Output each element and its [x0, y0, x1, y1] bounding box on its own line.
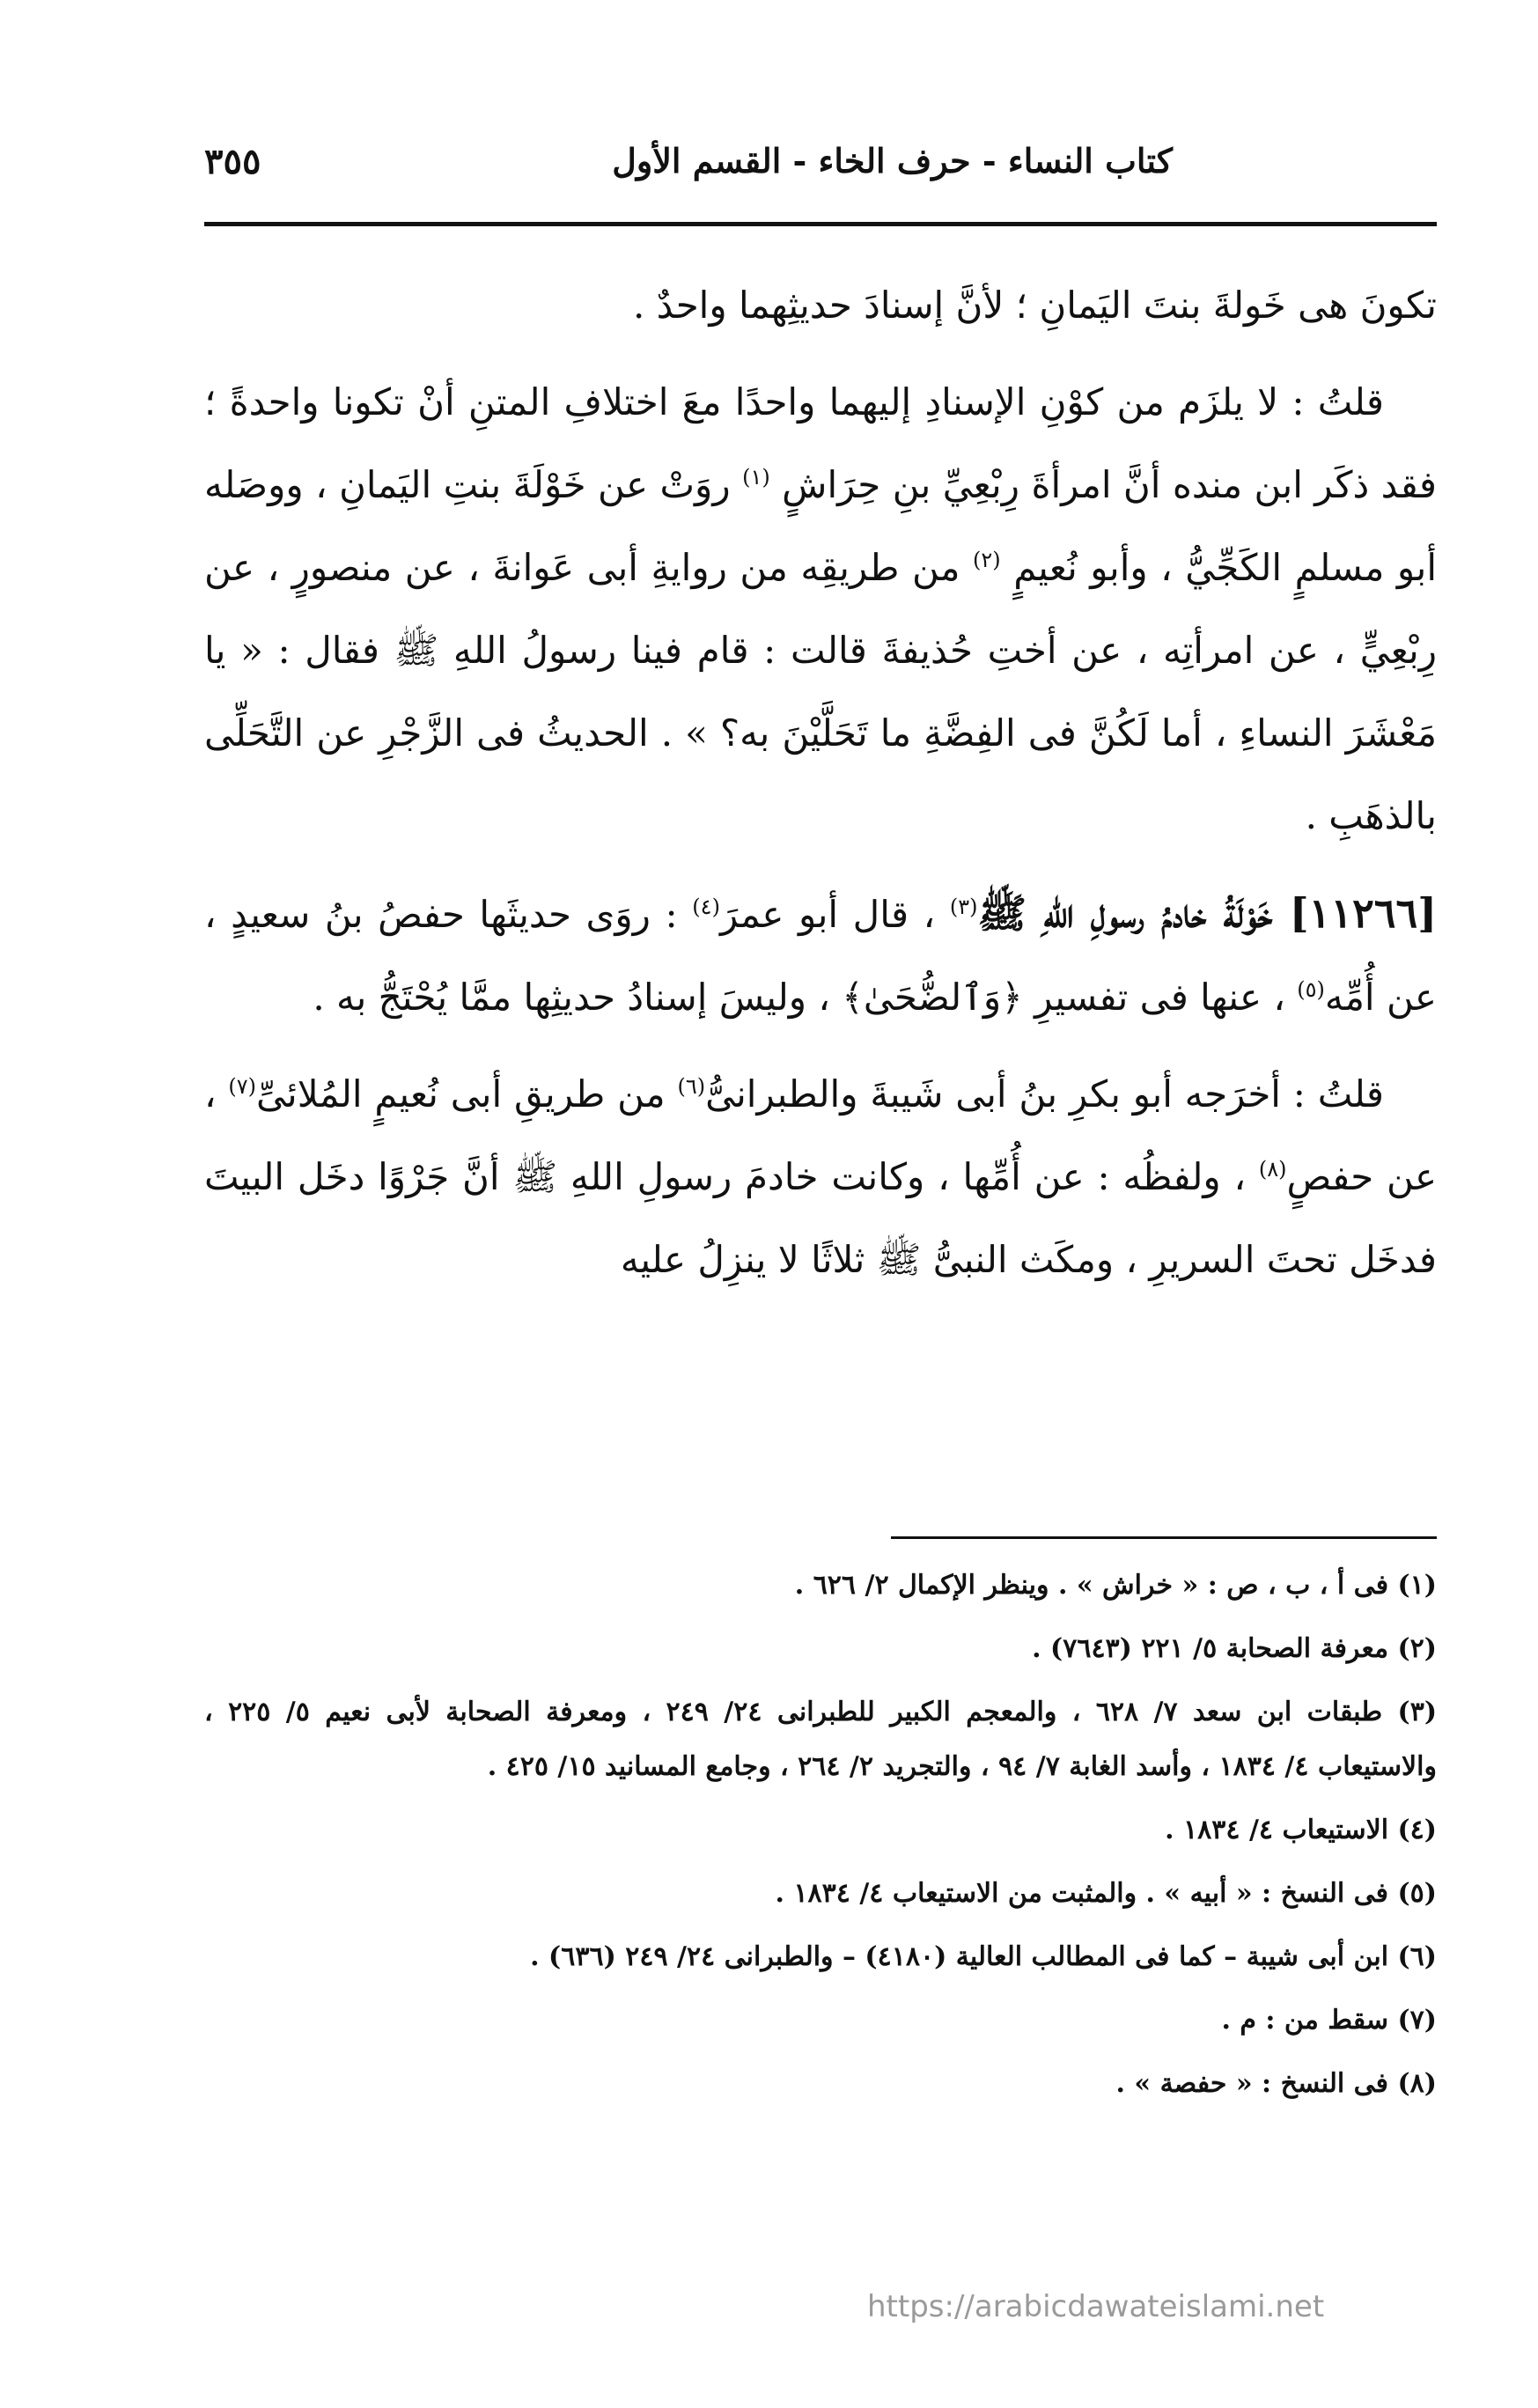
running-header-title: كتاب النساء - حرف الخاء - القسم الأول: [612, 141, 1173, 180]
paragraph-3-text-c: ، عنها فى تفسيرِ ﴿وَٱلضُّحَىٰ﴾ ، وليسَ إسنادُ حديثِها ممَّا يُحْتَجُّ به .: [313, 976, 1285, 1019]
footnote-1: (١) فى أ ، ب ، ص : « خراش » . وينظر الإكمال ٢/ ٦٢٦ .: [794, 1570, 1437, 1601]
header-divider: [204, 222, 1437, 226]
paragraph-4-text-a: قلتُ : أخرَجه أبو بكرِ بنُ أبى شَيبةَ والطبرانىُّ: [705, 1072, 1385, 1116]
footnote-3: (٣) طبقات ابن سعد ٧/ ٦٢٨ ، والمعجم الكبير للطبرانى ٢٤/ ٢٤٩ ، ومعرفة الصحابة لأبى نعيم ٥/ ٢٢٥ ، والاستيعاب ٤/ ١٨٣٤ ، وأسد الغابة ٧/ ٩٤ ، والتجريد ٢/ ٢٦٤ ، وجامع المسانيد ١٥/ ٤٢٥ .: [204, 1697, 1438, 1782]
footnote-ref-6: (٦): [677, 1074, 706, 1099]
main-text: [204, 264, 1437, 1301]
paragraph-2-text-b: روَتْ عن خَوْلَةَ بنتِ اليَمانِ ، ووصَله أبو مسلمٍ الكَجِّيُّ ، وأبو نُعيمٍ: [204, 463, 1437, 589]
footnote-ref-7: (٧): [228, 1074, 257, 1099]
paragraph-3-text-a: ، قال أبو عمرَ: [719, 893, 936, 936]
footnote-ref-4: (٤): [692, 895, 720, 919]
paragraph-3: [204, 872, 1437, 1039]
paragraph-4-text-c: ، عن حفصٍ: [204, 1072, 1438, 1198]
source-watermark: https://arabicdawateislami.net: [867, 2289, 1325, 2324]
paragraph-2-text-a: قلتُ : لا يلزَم من كوْنِ الإسنادِ إليهما واحدًا معَ اختلافِ المتنِ أنْ تكونا واحدةً ؛ فقد ذكَر ابن منده أنَّ امرأةَ رِبْعِيِّ بنِ حِرَاشٍ: [204, 380, 1437, 506]
paragraph-4-text-d: ، ولفظُه : عن أُمِّها ، وكانت خادمَ رسولِ اللهِ ﷺ أنَّ جَرْوًا دخَل البيتَ فدخَل تحتَ السريرِ ، ومكَث النبىُّ ﷺ ثلاثًا لا ينزِلُ عليه: [204, 1155, 1437, 1281]
paragraph-2: [204, 361, 1437, 858]
footnote-2: (٢) معرفة الصحابة ٥/ ٢٢١ (٧٦٤٣) .: [1032, 1633, 1437, 1664]
page-number: ٣٥٥: [204, 141, 261, 182]
footnote-ref-1: (١): [742, 465, 770, 490]
footnote-ref-2: (٢): [973, 548, 1001, 572]
running-header: [204, 141, 1437, 211]
paragraph-4: [204, 1053, 1437, 1301]
paragraph-3-text-b: : روَى حديثَها حفصُ بنُ سعيدٍ ، عن أُمِّه: [204, 893, 1437, 1019]
footnote-ref-5: (٥): [1297, 977, 1325, 1002]
paragraph-1-text: تكونَ هى خَولةَ بنتَ اليَمانِ ؛ لأنَّ إسنادَ حديثِهما واحدٌ .: [632, 284, 1437, 327]
footnote-4: (٤) الاستيعاب ٤/ ١٨٣٤ .: [1165, 1815, 1437, 1845]
footnote-5: (٥) فى النسخ : « أبيه » . والمثبت من الاستيعاب ٤/ ١٨٣٤ .: [775, 1878, 1437, 1909]
footnote-7: (٧) سقط من : م .: [1221, 2005, 1437, 2036]
footnotes: [204, 1558, 1437, 2120]
footnote-8: (٨) فى النسخ : « حفصة » .: [1115, 2068, 1437, 2099]
footnote-divider: [891, 1536, 1437, 1539]
entry-heading: [١١٢٦٦] خَوْلَةُ خادمُ رسولِ اللهِ ﷺ: [977, 889, 1437, 937]
footnote-ref-3: (٣): [949, 895, 978, 919]
footnote-ref-8: (٨): [1258, 1157, 1287, 1182]
footnote-6: (٦) ابن أبى شيبة – كما فى المطالب العالية (٤١٨٠) – والطبرانى ٢٤/ ٢٤٩ (٦٣٦) .: [530, 1941, 1437, 1972]
paragraph-4-text-b: من طريقِ أبى نُعيمٍ المُلائىِّ: [256, 1072, 666, 1116]
paragraph-2-text-c: من طريقِه من روايةِ أبى عَوانةَ ، عن منصورٍ ، عن رِبْعِيٍّ ، عن امرأتِه ، عن أختِ حُذيفةَ قالت : قام فينا رسولُ اللهِ ﷺ فقال : « يا مَعْشَرَ النساءِ ، أما لَكُنَّ فى الفِضَّةِ ما تَحَلَّيْنَ به؟ » . الحديثُ فى الزَّجْرِ عن التَّحَلِّى بالذهَبِ .: [204, 546, 1438, 837]
paragraph-1: [204, 264, 1437, 347]
